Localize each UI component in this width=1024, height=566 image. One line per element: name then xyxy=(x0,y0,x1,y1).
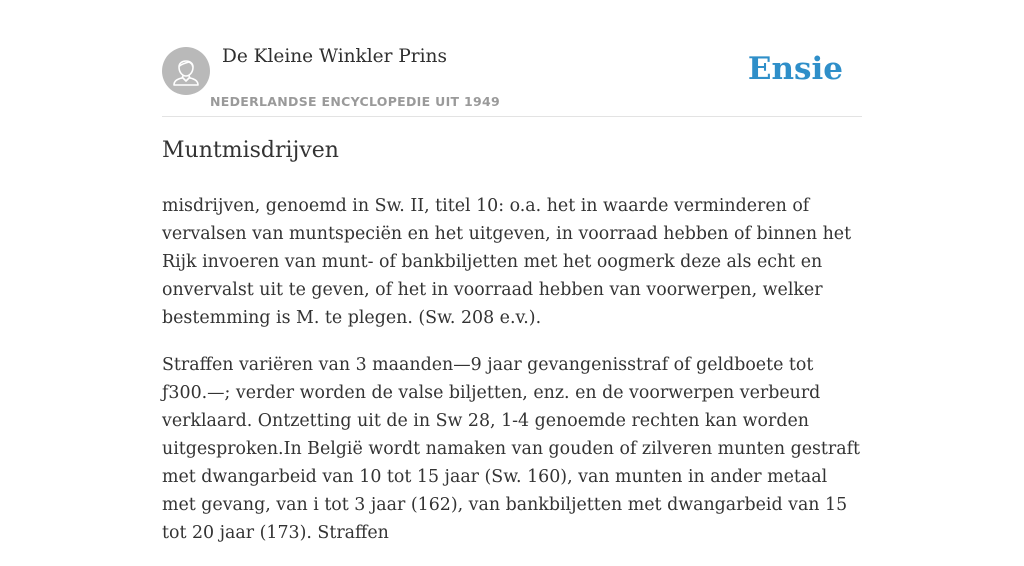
article-body xyxy=(162,192,862,566)
ensie-logo[interactable]: Ensie xyxy=(747,51,843,87)
header xyxy=(162,0,862,117)
author-name[interactable]: De Kleine Winkler Prins xyxy=(222,46,447,67)
author-avatar[interactable] xyxy=(162,47,210,95)
article-title: Muntmisdrijven xyxy=(162,138,339,163)
article-paragraph: Straffen variëren van 3 maanden—9 jaar gevangenisstraf of geldboete tot ƒ300.—; verder worden de valse biljetten, enz. en de voorwerpen verbeurd verklaard. Ontzetting uit de in Sw 28, 1-4 genoemde rechten kan worden uitgesproken.In België wordt namaken van gouden of zilveren munten gestraft met dwangarbeid van 10 tot 15 jaar (Sw. 160), van munten in ander metaal met gevang, van i tot 3 jaar (162), van bankbiljetten met dwangarbeid van 15 tot 20 jaar (173). Straffen xyxy=(162,355,861,543)
encyclopedia-subtitle: NEDERLANDSE ENCYCLOPEDIE UIT 1949 xyxy=(210,94,500,109)
page xyxy=(162,0,862,543)
user-icon xyxy=(162,47,210,95)
article-paragraph: misdrijven, genoemd in Sw. II, titel 10: o.a. het in waarde verminderen of vervalsen van muntspeciën en het uitgeven, in voorraad hebben of binnen het Rijk invoeren van munt- of bankbiljetten met het oogmerk deze als echt en onvervalst uit te geven, of het in voorraad hebben van voorwerpen, welker bestemming is M. te plegen. (Sw. 208 e.v.). xyxy=(162,196,852,328)
